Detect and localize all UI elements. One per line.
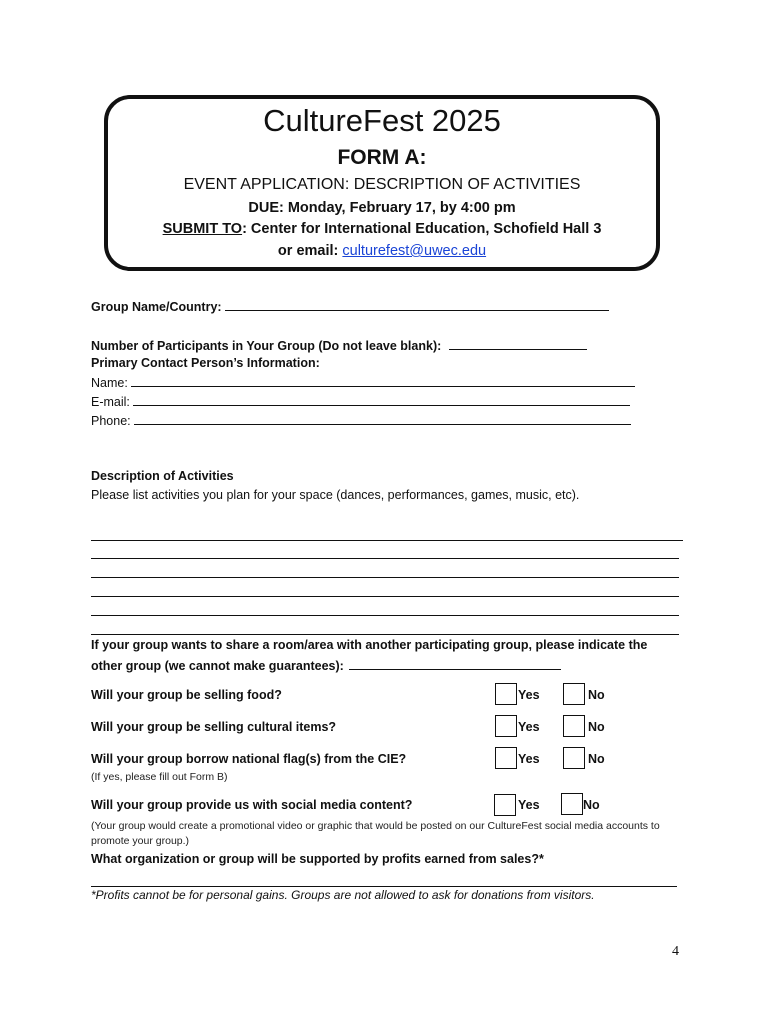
email-line	[108, 243, 656, 259]
participants-field	[91, 337, 587, 353]
borrow-flags-yes-checkbox[interactable]	[495, 747, 517, 769]
description-line[interactable]	[91, 596, 679, 597]
header-box	[104, 95, 660, 271]
submit-address: : Center for International Education, Schofield Hall 3	[242, 221, 602, 237]
description-line[interactable]	[91, 634, 679, 635]
social-media-no-checkbox[interactable]	[561, 793, 583, 815]
cultural-items-yes-checkbox[interactable]	[495, 715, 517, 737]
question-selling-food: Will your group be selling food?	[91, 688, 282, 702]
share-group-input[interactable]	[349, 657, 561, 670]
cultural-items-no-checkbox[interactable]	[563, 715, 585, 737]
group-name-field	[91, 298, 609, 314]
phone-label: Phone:	[91, 414, 131, 428]
form-title: CultureFest 2025	[263, 103, 501, 138]
description-line[interactable]	[91, 540, 683, 541]
phone-input[interactable]	[134, 412, 631, 425]
question-borrow-flags: Will your group borrow national flag(s) from the CIE?	[91, 752, 407, 766]
description-line[interactable]	[91, 615, 679, 616]
phone-field	[91, 412, 631, 428]
email-field	[91, 393, 630, 409]
yes-label: Yes	[518, 798, 540, 812]
social-media-yes-checkbox[interactable]	[494, 794, 516, 816]
form-subtitle: EVENT APPLICATION: DESCRIPTION OF ACTIVITIES	[183, 176, 581, 193]
profits-footnote: *Profits cannot be for personal gains. Groups are not allowed to ask for donations from visitors.	[91, 888, 595, 902]
email-label: E-mail:	[91, 395, 130, 409]
profits-question: What organization or group will be supported by profits earned from sales?*	[91, 852, 544, 866]
due-date: DUE: Monday, February 17, by 4:00 pm	[248, 200, 516, 216]
yes-label: Yes	[518, 720, 540, 734]
email-prefix: or email:	[277, 243, 343, 259]
yes-label: Yes	[518, 688, 540, 702]
contact-heading: Primary Contact Person’s Information:	[91, 356, 320, 370]
no-label: No	[588, 752, 605, 766]
submit-to	[108, 221, 656, 237]
email-link[interactable]: culturefest@uwec.edu	[342, 243, 487, 259]
profits-answer-line[interactable]	[91, 886, 677, 887]
group-name-label: Group Name/Country:	[91, 300, 222, 314]
description-line[interactable]	[91, 577, 679, 578]
no-label: No	[583, 798, 600, 812]
description-line[interactable]	[91, 558, 679, 559]
share-question-line2	[91, 657, 561, 673]
name-label: Name:	[91, 376, 128, 390]
email-input[interactable]	[133, 393, 630, 406]
name-input[interactable]	[131, 374, 635, 387]
selling-food-yes-checkbox[interactable]	[495, 683, 517, 705]
borrow-flags-no-checkbox[interactable]	[563, 747, 585, 769]
participants-input[interactable]	[449, 337, 587, 350]
page-number: 4	[672, 944, 679, 959]
borrow-flags-note: (If yes, please fill out Form B)	[91, 771, 228, 783]
description-heading: Description of Activities	[91, 469, 234, 483]
social-media-note: (Your group would create a promotional video or graphic that would be posted on our CultureFest social media accounts to promote your group.)	[91, 820, 660, 847]
description-prompt: Please list activities you plan for your space (dances, performances, games, music, etc).	[91, 488, 580, 502]
share-question-label: other group (we cannot make guarantees):	[91, 659, 344, 673]
group-name-input[interactable]	[225, 298, 609, 311]
yes-label: Yes	[518, 752, 540, 766]
name-field	[91, 374, 635, 390]
form-label: FORM A:	[337, 146, 427, 169]
question-selling-cultural-items: Will your group be selling cultural items?	[91, 720, 337, 734]
no-label: No	[588, 720, 605, 734]
share-question-line1: If your group wants to share a room/area with another participating group, please indicate the	[91, 638, 648, 652]
participants-label: Number of Participants in Your Group (Do not leave blank):	[91, 339, 442, 353]
selling-food-no-checkbox[interactable]	[563, 683, 585, 705]
submit-label: SUBMIT TO	[162, 221, 243, 237]
question-social-media: Will your group provide us with social media content?	[91, 798, 413, 812]
no-label: No	[588, 688, 605, 702]
